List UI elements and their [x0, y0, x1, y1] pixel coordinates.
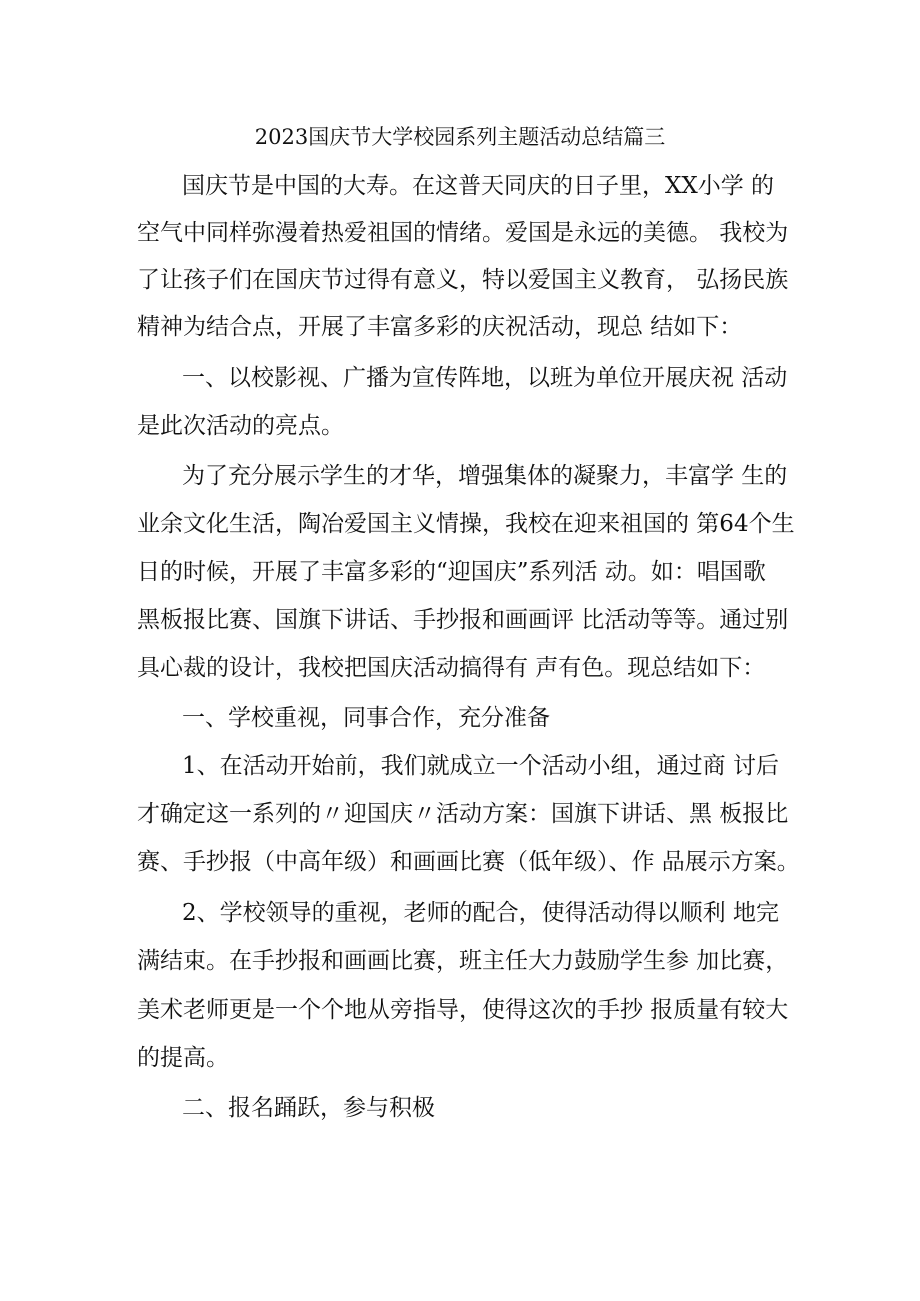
paragraph-1-line-1: 国庆节是中国的大寿。在这普天同庆的日子里，XX小学 的 — [182, 173, 775, 199]
paragraph-5-line-2: 满结束。在手抄报和画画比赛，班主任大力鼓励学生参 加比赛， — [137, 948, 789, 974]
paragraph-1-line-3: 了让孩子们在国庆节过得有意义，特以爱国主义教育， 弘扬民族 — [137, 267, 789, 293]
paragraph-5-line-4: 的提高。 — [137, 1045, 229, 1071]
paragraph-4-line-1: 1、在活动开始前，我们就成立一个活动小组，通过商 讨后 — [182, 753, 779, 779]
paragraph-3-line-5: 具心裁的设计，我校把国庆活动搞得有 声有色。现总结如下： — [137, 655, 766, 681]
paragraph-3-line-3: 日的时候，开展了丰富多彩的“迎国庆”系列活 动。如：唱国歌 — [137, 559, 766, 585]
paragraph-2-line-1: 一、以校影视、广播为宣传阵地，以班为单位开展庆祝 活动 — [182, 365, 788, 391]
paragraph-3-line-1: 为了充分展示学生的才华，增强集体的凝聚力，丰富学 生的 — [182, 463, 788, 489]
paragraph-1-line-2: 空气中同样弥漫着热爱祖国的情绪。爱国是永远的美德。 我校为 — [137, 220, 789, 246]
paragraph-5-line-3: 美术老师更是一个个地从旁指导，使得这次的手抄 报质量有较大 — [137, 997, 789, 1023]
paragraph-4-line-2: 才确定这一系列的〃迎国庆〃活动方案：国旗下讲话、黑 板报比 — [137, 801, 789, 827]
paragraph-3-line-4: 黑板报比赛、国旗下讲话、手抄报和画画评 比活动等等。通过别 — [137, 607, 789, 633]
section-heading-2: 二、报名踊跃，参与积极 — [182, 1095, 435, 1121]
paragraph-4-line-3: 赛、手抄报（中高年级）和画画比赛（低年级）、作 品展示方案。 — [137, 849, 800, 875]
paragraph-2-line-2: 是此次活动的亮点。 — [137, 413, 344, 439]
section-heading-1: 一、学校重视，同事合作，充分准备 — [182, 705, 550, 731]
paragraph-1-line-4: 精神为结合点，开展了丰富多彩的庆祝活动，现总 结如下： — [137, 314, 743, 340]
paragraph-5-line-1: 2、学校领导的重视，老师的配合，使得活动得以顺利 地完 — [182, 900, 779, 926]
paragraph-3-line-2: 业余文化生活，陶冶爱国主义情操，我校在迎来祖国的 第64个生 — [137, 511, 795, 537]
document-title: 2023国庆节大学校园系列主题活动总结篇三 — [254, 125, 666, 149]
